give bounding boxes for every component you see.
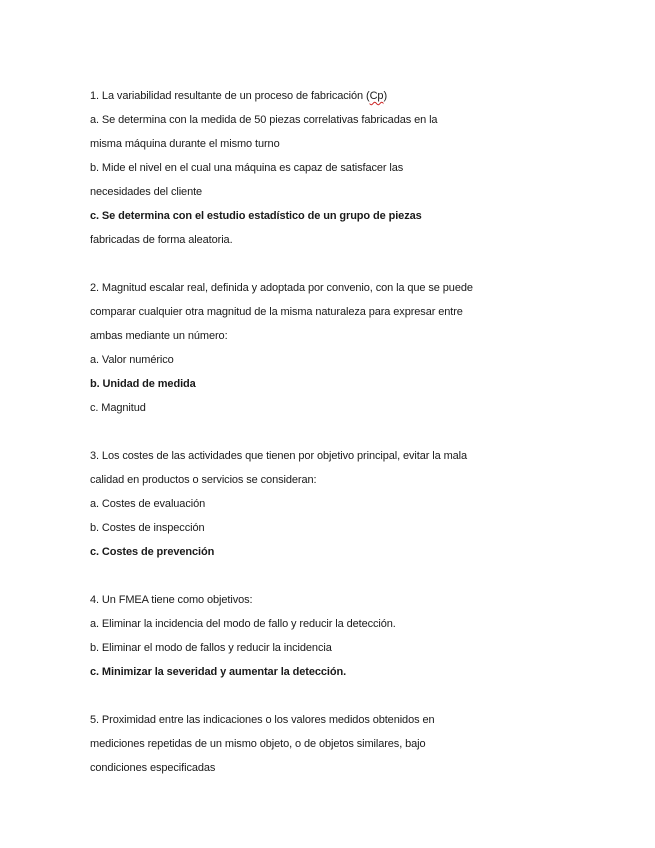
- question-4-text: 4. Un FMEA tiene como objetivos:: [90, 594, 253, 606]
- question-2-text-cont: ambas mediante un número:: [90, 330, 228, 342]
- question-5-text-cont: mediciones repetidas de un mismo objeto, o de objetos similares, bajo: [90, 738, 426, 750]
- question-4-option-a: a. Eliminar la incidencia del modo de fallo y reducir la detección.: [90, 618, 396, 630]
- question-4-option-c-answer: c. Minimizar la severidad y aumentar la detección.: [90, 666, 347, 678]
- question-3-option-c-answer: c. Costes de prevención: [90, 546, 215, 558]
- question-3-text-cont: calidad en productos o servicios se consideran:: [90, 474, 317, 486]
- question-1-option-c-cont: fabricadas de forma aleatoria.: [90, 234, 233, 246]
- spacer: [90, 684, 530, 708]
- spacer: [90, 420, 530, 444]
- spellcheck-underlined-word: Cp: [369, 90, 384, 102]
- question-1-text-end: ): [383, 90, 388, 102]
- question-5-text-cont: condiciones especificadas: [90, 762, 216, 774]
- document-content: [90, 84, 530, 780]
- question-5-text: 5. Proximidad entre las indicaciones o los valores medidos obtenidos en: [90, 714, 435, 726]
- question-4-option-b: b. Eliminar el modo de fallos y reducir la incidencia: [90, 642, 332, 654]
- question-3-option-a: a. Costes de evaluación: [90, 498, 206, 510]
- question-3-text: 3. Los costes de las actividades que tienen por objetivo principal, evitar la mala: [90, 450, 468, 462]
- question-1-option-a-cont: misma máquina durante el mismo turno: [90, 138, 280, 150]
- question-2-option-a: a. Valor numérico: [90, 354, 174, 366]
- question-3-option-b: b. Costes de inspección: [90, 522, 205, 534]
- question-2-text-cont: comparar cualquier otra magnitud de la misma naturaleza para expresar entre: [90, 306, 463, 318]
- question-2-option-c: c. Magnitud: [90, 402, 146, 414]
- question-1-option-b-cont: necesidades del cliente: [90, 186, 203, 198]
- question-1-text: [90, 84, 530, 108]
- question-2-option-b-answer: b. Unidad de medida: [90, 378, 196, 390]
- question-1-option-c-answer: c. Se determina con el estudio estadístico de un grupo de piezas: [90, 210, 422, 222]
- question-1-option-b: b. Mide el nivel en el cual una máquina es capaz de satisfacer las: [90, 162, 404, 174]
- question-1-option-a: a. Se determina con la medida de 50 piezas correlativas fabricadas en la: [90, 114, 438, 126]
- question-1-text-part: 1. La variabilidad resultante de un proceso de fabricación (: [90, 90, 370, 102]
- spacer: [90, 252, 530, 276]
- question-2-text: 2. Magnitud escalar real, definida y adoptada por convenio, con la que se puede: [90, 282, 473, 294]
- spacer: [90, 564, 530, 588]
